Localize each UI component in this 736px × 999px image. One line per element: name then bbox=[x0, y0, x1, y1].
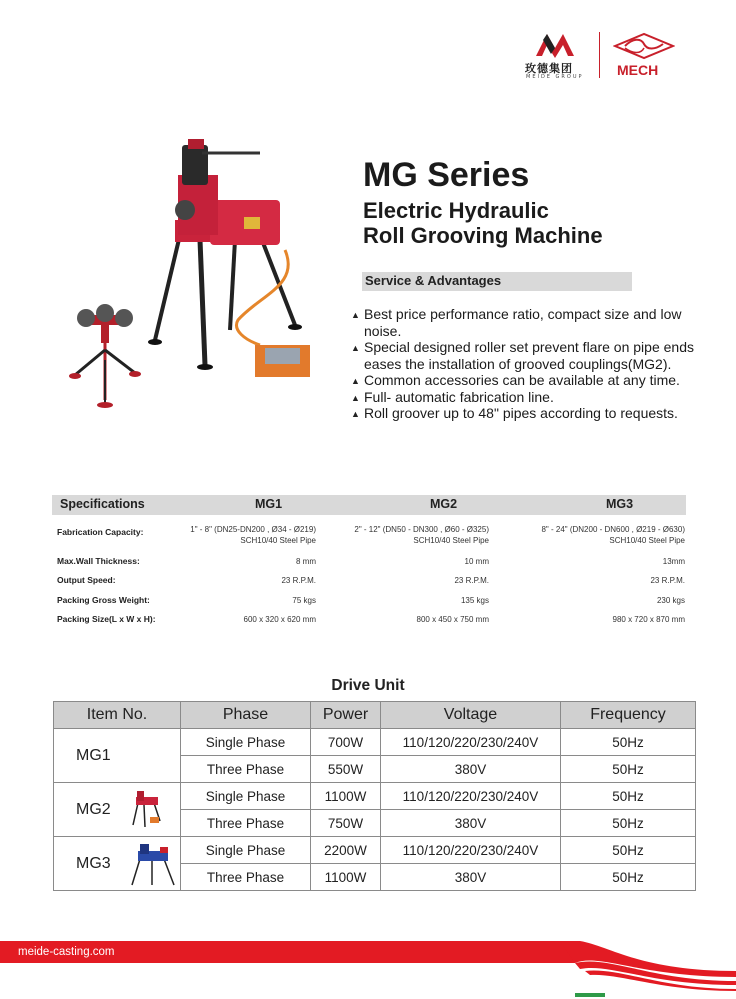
specifications-heading: Specifications bbox=[60, 497, 145, 511]
spec-value-mg3-size: 980 x 720 x 870 mm bbox=[612, 615, 685, 624]
spec-label-output-speed: Output Speed: bbox=[57, 575, 116, 585]
drive-unit-title: Drive Unit bbox=[331, 677, 405, 694]
cell-phase: Three Phase bbox=[181, 810, 311, 837]
cell-frequency: 50Hz bbox=[561, 837, 696, 864]
drive-table-header-row bbox=[54, 702, 696, 729]
header-power: Power bbox=[311, 702, 381, 729]
meide-group-logo bbox=[525, 30, 590, 80]
cell-phase: Single Phase bbox=[181, 783, 311, 810]
cell-frequency: 50Hz bbox=[561, 864, 696, 891]
cell-power: 700W bbox=[311, 729, 381, 756]
advantage-item: ▲ Roll groover up to 48" pipes according to requests. bbox=[351, 405, 711, 422]
spec-value-mg2-speed: 23 R.P.M. bbox=[454, 576, 489, 585]
meide-english-name: MEIDE GROUP bbox=[526, 74, 584, 80]
advantage-item: ▲ Full- automatic fabrication line. bbox=[351, 389, 711, 406]
specifications-header-bar bbox=[52, 495, 686, 515]
meide-chinese-name: 玫德集团 bbox=[525, 62, 573, 75]
spec-value-mg3-capacity: 8" - 24" (DN200 - DN600 , Ø219 - Ø630) SCH10/40 Steel Pipe bbox=[541, 525, 685, 545]
spec-value-mg3-speed: 23 R.P.M. bbox=[650, 576, 685, 585]
spec-value-mg2-weight: 135 kgs bbox=[460, 596, 489, 605]
logo-divider bbox=[599, 32, 600, 78]
item-mg2: MG2 bbox=[54, 783, 181, 837]
spec-value-mg2-wall: 10 mm bbox=[464, 557, 489, 566]
advantage-item: ▲ Special designed roller set prevent flare on pipe ends eases the installation of grooved couplings(MG2). bbox=[351, 339, 711, 372]
mg2-machine-thumbnail bbox=[130, 789, 164, 829]
advantage-item: ▲ Best price performance ratio, compact size and low noise. bbox=[351, 306, 711, 339]
header-frequency: Frequency bbox=[561, 702, 696, 729]
mg3-machine-thumbnail bbox=[130, 843, 176, 887]
cell-voltage: 110/120/220/230/240V bbox=[381, 837, 561, 864]
cell-voltage: 110/120/220/230/240V bbox=[381, 729, 561, 756]
page-title: MG Series bbox=[363, 156, 530, 194]
cell-phase: Single Phase bbox=[181, 729, 311, 756]
cell-power: 1100W bbox=[311, 864, 381, 891]
cell-voltage: 110/120/220/230/240V bbox=[381, 783, 561, 810]
cell-power: 550W bbox=[311, 756, 381, 783]
cell-power: 2200W bbox=[311, 837, 381, 864]
cell-frequency: 50Hz bbox=[561, 783, 696, 810]
cell-frequency: 50Hz bbox=[561, 810, 696, 837]
header-phase: Phase bbox=[181, 702, 311, 729]
product-image-mg-machine bbox=[60, 135, 350, 415]
spec-model-mg2: MG2 bbox=[430, 497, 458, 511]
header-item-no: Item No. bbox=[54, 702, 181, 729]
table-row bbox=[54, 729, 696, 756]
spec-label-packing-size: Packing Size(L x W x H): bbox=[57, 614, 156, 624]
footer-website[interactable]: meide-casting.com bbox=[18, 946, 115, 958]
spec-value-mg1-weight: 75 kgs bbox=[292, 596, 316, 605]
cell-power: 1100W bbox=[311, 783, 381, 810]
cell-voltage: 380V bbox=[381, 810, 561, 837]
header-voltage: Voltage bbox=[381, 702, 561, 729]
mech-logo bbox=[610, 30, 680, 80]
cell-phase: Three Phase bbox=[181, 864, 311, 891]
mech-logo-text: MECH bbox=[617, 62, 659, 78]
spec-value-mg1-speed: 23 R.P.M. bbox=[281, 576, 316, 585]
spec-label-gross-weight: Packing Gross Weight: bbox=[57, 595, 150, 605]
cell-phase: Single Phase bbox=[181, 837, 311, 864]
cell-power: 750W bbox=[311, 810, 381, 837]
spec-value-mg3-wall: 13mm bbox=[662, 557, 685, 566]
advantages-list bbox=[351, 306, 711, 422]
spec-model-mg1: MG1 bbox=[255, 497, 283, 511]
cell-frequency: 50Hz bbox=[561, 729, 696, 756]
advantage-item: ▲ Common accessories can be available at any time. bbox=[351, 372, 711, 389]
table-row bbox=[54, 783, 696, 810]
spec-value-mg1-wall: 8 mm bbox=[296, 557, 316, 566]
cell-phase: Three Phase bbox=[181, 756, 311, 783]
spec-label-wall-thickness: Max.Wall Thickness: bbox=[57, 556, 140, 566]
subtitle-line-1: Electric Hydraulic bbox=[363, 198, 549, 223]
spec-value-mg1-size: 600 x 320 x 620 mm bbox=[243, 615, 316, 624]
cell-voltage: 380V bbox=[381, 864, 561, 891]
table-row bbox=[54, 837, 696, 864]
spec-value-mg2-size: 800 x 450 x 750 mm bbox=[416, 615, 489, 624]
subtitle-line-2: Roll Grooving Machine bbox=[363, 223, 603, 248]
cell-voltage: 380V bbox=[381, 756, 561, 783]
spec-value-mg3-weight: 230 kgs bbox=[656, 596, 685, 605]
spec-value-mg1-capacity: 1" - 8" (DN25-DN200 , Ø34 - Ø219) SCH10/40 Steel Pipe bbox=[190, 525, 316, 545]
spec-label-fabrication-capacity: Fabrication Capacity: bbox=[57, 527, 144, 537]
spec-value-mg2-capacity: 2" - 12" (DN50 - DN300 , Ø60 - Ø325) SCH10/40 Steel Pipe bbox=[354, 525, 489, 545]
item-mg3: MG3 bbox=[54, 837, 181, 891]
cell-frequency: 50Hz bbox=[561, 756, 696, 783]
spec-model-mg3: MG3 bbox=[606, 497, 634, 511]
pipe-stand-illustration bbox=[69, 304, 141, 408]
advantages-heading: Service & Advantages bbox=[365, 273, 502, 288]
grooving-machine-illustration bbox=[148, 139, 310, 377]
drive-unit-table bbox=[53, 701, 696, 891]
item-mg1: MG1 bbox=[54, 729, 181, 783]
